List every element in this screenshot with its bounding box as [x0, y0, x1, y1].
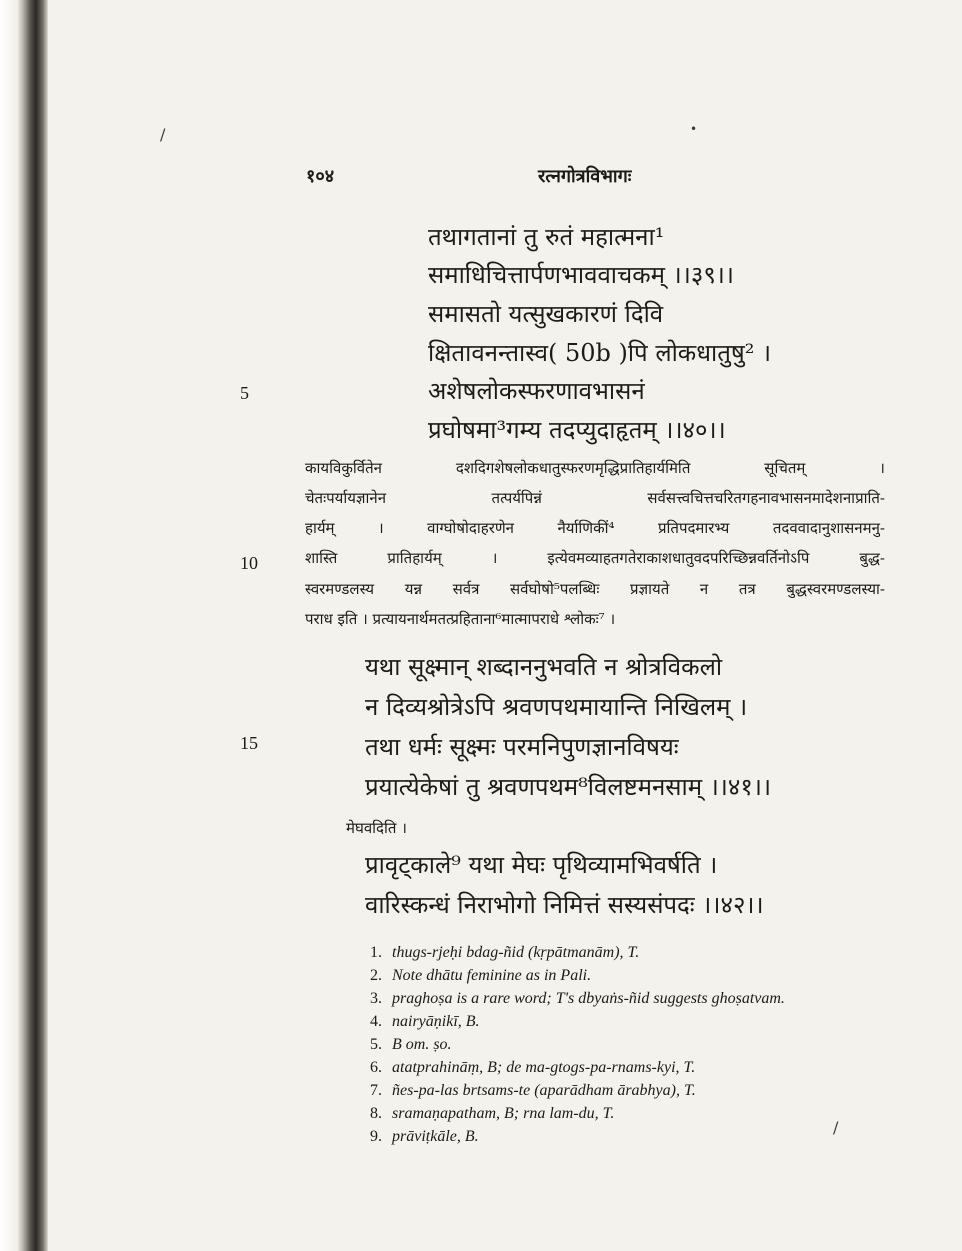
line-number: 10	[240, 553, 258, 573]
footnote-text: nairyāṇikī, B.	[392, 1013, 480, 1030]
footnote-number: 9.	[370, 1128, 382, 1145]
verse-line: तथा धर्मः सूक्ष्मः परमनिपुणज्ञानविषयः	[365, 733, 679, 761]
footnote-text: Note dhātu feminine as in Pali.	[392, 967, 592, 984]
footnote-text: prāviṭkāle, B.	[392, 1128, 479, 1145]
footnote	[352, 944, 639, 962]
footnote	[352, 1036, 452, 1054]
footnote-text: sramaṇapatham, B; rna lam-du, T.	[392, 1105, 615, 1122]
footnote	[352, 1059, 695, 1077]
footnote	[352, 967, 591, 985]
running-title: रत्नगोत्रविभागः	[538, 166, 632, 187]
book-binding	[18, 0, 48, 1251]
stray-mark: /	[833, 1118, 839, 1137]
footnote-number: 3.	[370, 990, 382, 1007]
verse-line: समाधिचित्तार्पणभाववाचकम् ।।३९।।	[428, 261, 734, 289]
footnote	[352, 1105, 614, 1123]
verse-line: प्रावृट्काले⁹ यथा मेघः पृथिव्यामभिवर्षति ।	[365, 851, 718, 879]
footnote-number: 4.	[370, 1013, 382, 1030]
prose-line: कायविकुर्वितेन दशदिगशेषलोकधातुस्फरणमृद्धिप्रातिहार्यमिति सूचितम् ।	[305, 459, 885, 477]
prose-line: पराध इति । प्रत्यायनार्थमतत्प्रहिताना⁶मात्मापराधे श्लोकः⁷ ।	[305, 610, 616, 628]
verse-line: प्रयात्येकेषां तु श्रवणपथम⁸विलष्टमनसाम् ।।४१।।	[365, 773, 772, 801]
prose-line: शास्ति प्रातिहार्यम् । इत्येवमव्याहतगतेराकाशधातुवदपरिच्छिन्नवर्तिनोऽपि बुद्ध-	[305, 549, 885, 567]
verse-line: प्रघोषमा³गम्य तदप्युदाहृतम् ।।४०।।	[428, 416, 726, 444]
footnote	[352, 1128, 479, 1146]
verse-line: समासतो यत्सुखकारणं दिवि	[428, 300, 664, 328]
prose-line: हार्यम् । वाग्घोषोदाहरणेन नैर्याणिकीं⁴ प्रतिपदमारभ्य तदववादानुशासनमनु-	[305, 519, 885, 537]
footnote-number: 7.	[370, 1082, 382, 1099]
footnote-number: 5.	[370, 1036, 382, 1053]
verse-line: क्षितावनन्तास्व( 50b )पि लोकधातुषु² ।	[428, 339, 772, 367]
line-number: 15	[240, 733, 258, 753]
stray-mark: •	[690, 122, 698, 136]
line-number: 5	[240, 383, 249, 403]
footnote	[352, 990, 785, 1008]
verse-line: यथा सूक्ष्मान् शब्दाननुभवति न श्रोत्रविकलो	[365, 653, 723, 681]
footnote-text: atatprahināṃ, B; de ma-gtogs-pa-rnams-kyi, T.	[392, 1059, 696, 1076]
prose-line: चेतःपर्यायज्ञानेन तत्पर्यपिन्नं सर्वसत्त्वचित्तचरितगहनावभासनमादेशनाप्राति-	[305, 489, 885, 507]
footnote-number: 6.	[370, 1059, 382, 1076]
footnote-text: ñes-pa-las brtsams-te (aparādham ārabhya), T.	[392, 1082, 696, 1099]
prose-line: स्वरमण्डलस्य यन्न सर्वत्र सर्वघोषो⁵पलब्धिः प्रज्ञायते न तत्र बुद्धस्वरमण्डलस्या-	[305, 580, 885, 598]
footnote-number: 1.	[370, 944, 382, 961]
footnote-text: praghoṣa is a rare word; T's dbyaṅs-ñid suggests ghoṣatvam.	[392, 990, 785, 1007]
page-number: १०४	[306, 166, 335, 187]
page-edge	[0, 0, 18, 1251]
footnote-text: thugs-rjeḥi bdag-ñid (kṛpātmanām), T.	[392, 944, 640, 961]
footnote	[352, 1082, 696, 1100]
prose-line: मेघवदिति ।	[346, 819, 407, 837]
footnote	[352, 1013, 480, 1031]
verse-line: वारिस्कन्धं निराभोगो निमित्तं सस्यसंपदः ।।४२।।	[365, 891, 764, 919]
verse-line: अशेषलोकस्फरणावभासनं	[428, 377, 645, 405]
footnote-number: 8.	[370, 1105, 382, 1122]
verse-line: न दिव्यश्रोत्रेऽपि श्रवणपथमायान्ति निखिलम् ।	[365, 693, 748, 721]
footnote-number: 2.	[370, 967, 382, 984]
stray-mark: /	[160, 125, 166, 144]
verse-line: तथागतानां तु रुतं महात्मना¹	[428, 223, 665, 251]
footnote-text: B om. ṣo.	[392, 1036, 452, 1053]
